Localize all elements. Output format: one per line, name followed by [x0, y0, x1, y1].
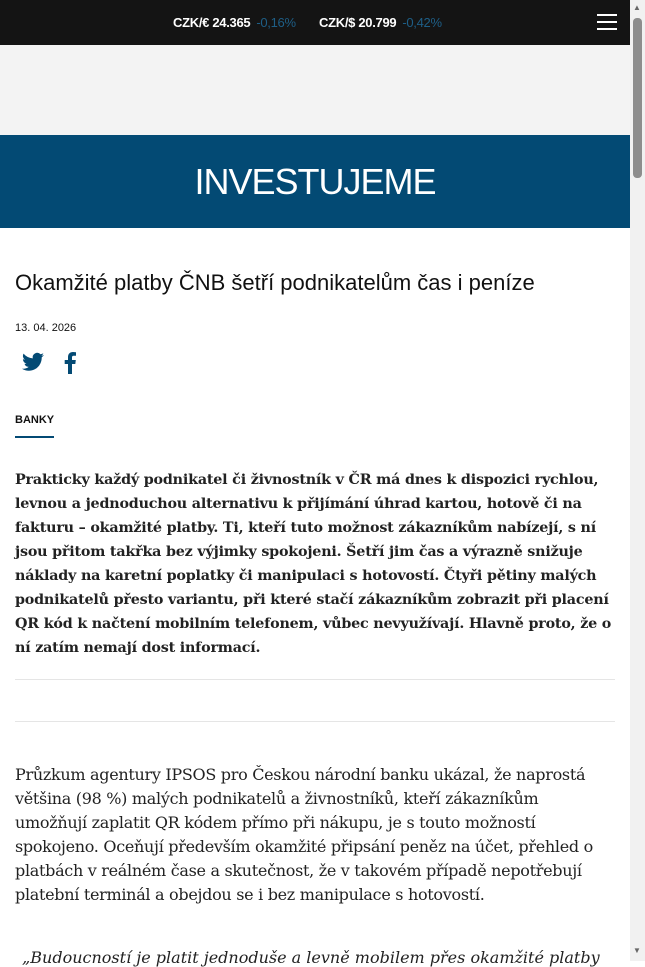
article-perex: Prakticky každý podnikatel či živnostník v ČR má dnes k dispozici rychlou, levnou a jednoduchou alternativu k přijímání úhrad kartou, hotově či na fakturu – okamžité platby. Ti, kteří tuto možnost zákazníkům nabízejí, s ní jsou přitom takřka bez výjimky spokojeni. Šetří jim čas a výrazně snižuje náklady na karetní poplatky či manipulaci s hotovostí. Čtyři pětiny malých podnikatelů přesto variantu, při které stačí zákazníkům zobrazit při placení QR kód k načtení mobilním telefonem, vůbec nevyužívají. Hlavně proto, že o ní zatím nemají dost informací.: [15, 472, 612, 656]
top-bar: [0, 0, 630, 45]
scrollbar-thumb[interactable]: [633, 18, 642, 178]
article-paragraph: Průzkum agentury IPSOS pro Českou národní banku ukázal, že naprostá většina (98 %) malých podnikatelů a živnostníků, kteří zákazníkům umožňují zaplatit QR kódem přímo při nákupu, je s touto možností spokojeno. Oceňují především okamžité připsání peněz na účet, přehled o platbách v reálném čase a skutečnost, že v takovém případě nepotřebují platební terminál a obejdou se i bez manipulace s hotovostí.: [15, 765, 593, 904]
article-date: 13. 04. 2026: [15, 322, 77, 334]
rate-label: CZK/€ 24.365: [173, 15, 251, 30]
divider: [15, 721, 615, 722]
site-logo[interactable]: INVESTUJEME: [0, 135, 630, 228]
facebook-share-icon[interactable]: [64, 352, 76, 374]
category-link[interactable]: BANKY: [15, 414, 55, 426]
rate-eur: [173, 15, 296, 30]
twitter-share-icon[interactable]: [22, 352, 44, 372]
rate-change: -0,42%: [402, 15, 442, 30]
scroll-up-icon[interactable]: ▲: [633, 3, 641, 12]
hamburger-menu-icon[interactable]: [597, 14, 617, 31]
rate-usd: [319, 15, 442, 30]
article-quote: „Budoucností je platit jednoduše a levně mobilem přes okamžité platby: [22, 948, 600, 967]
scrollbar[interactable]: [630, 0, 645, 961]
divider: [15, 679, 615, 680]
article-title: Okamžité platby ČNB šetří podnikatelům čas i peníze: [15, 270, 535, 295]
category-underline: [15, 436, 54, 438]
rate-label: CZK/$ 20.799: [319, 15, 397, 30]
scroll-down-icon[interactable]: ▼: [633, 946, 641, 955]
ad-space: [0, 45, 630, 135]
rate-change: -0,16%: [256, 15, 296, 30]
